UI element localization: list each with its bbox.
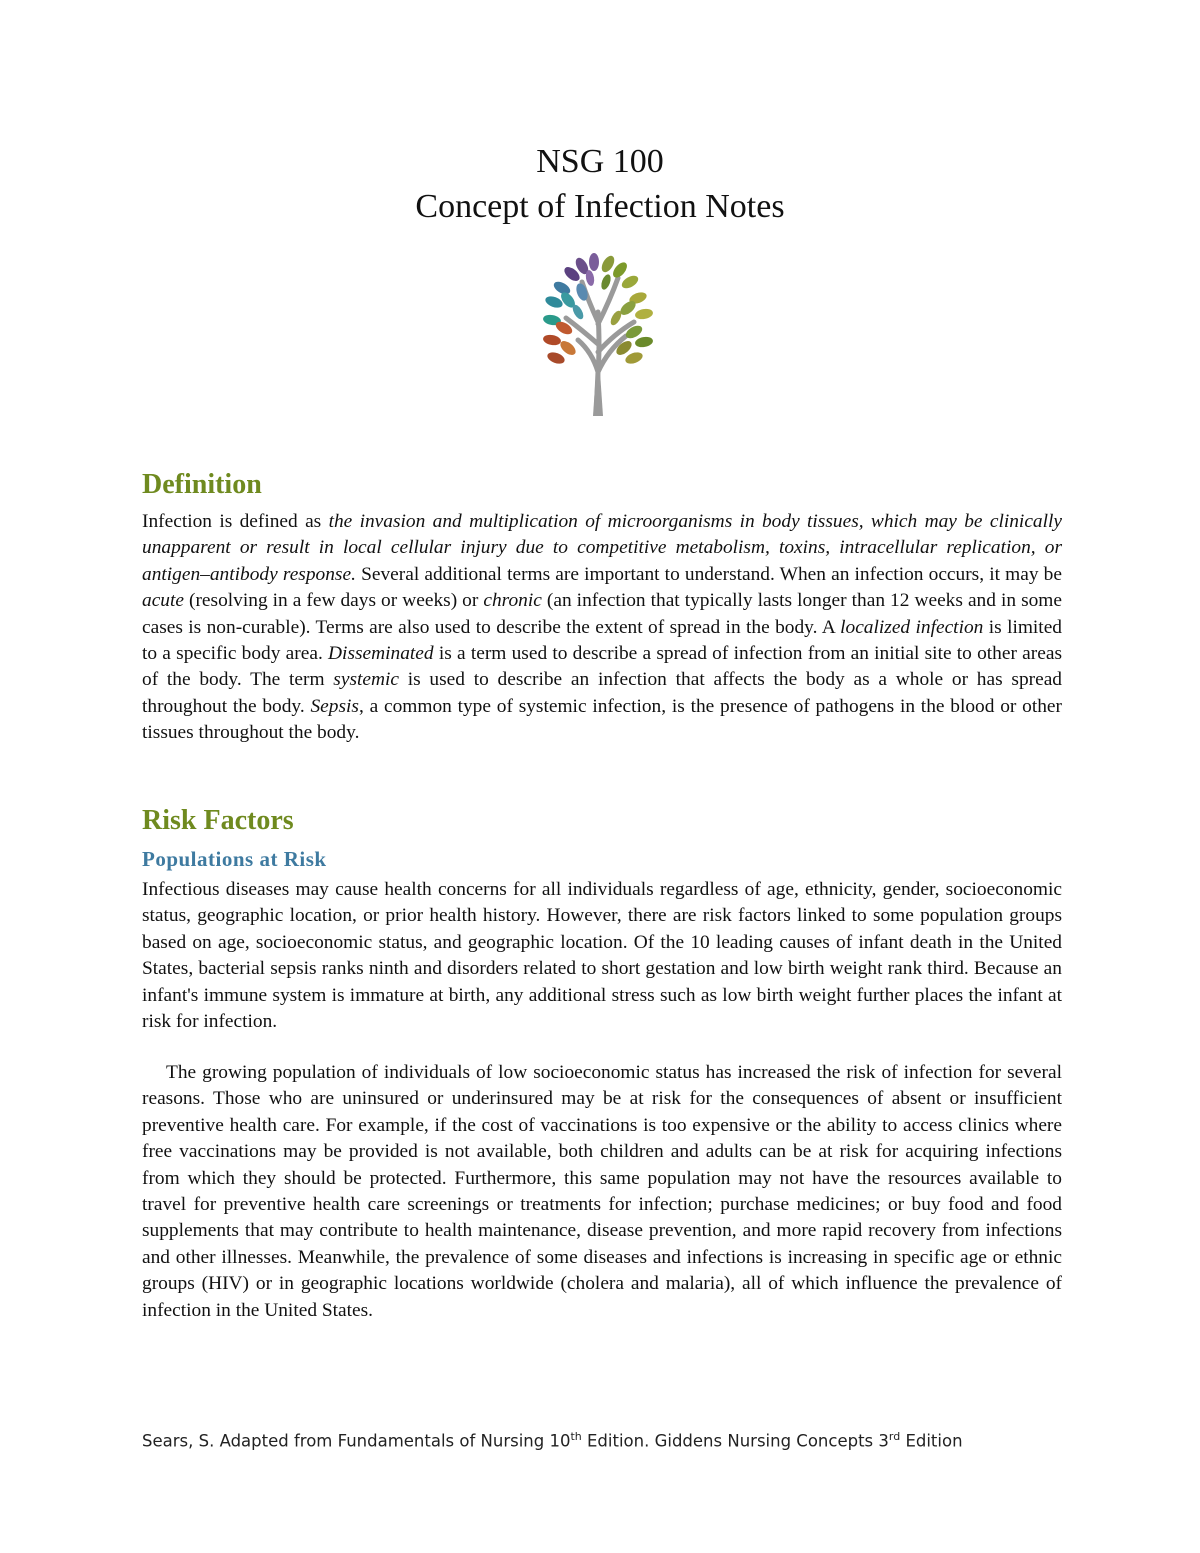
definition-body [142,509,1062,747]
course-code: NSG 100 [536,143,664,180]
populations-paragraph-1: Infectious diseases may cause health concerns for all individuals regardless of age, ethnicity, gender, socioeconomic status, geographic location, or prior health history. However, there are risk factors linked to some population groups based on age, socioeconomic status, and geographic location. Of the 10 leading causes of infant death in the United States, bacterial sepsis ranks ninth and disorders related to short gestation and low birth weight rank third. Because an infant's immune system is immature at birth, any additional stress such as low birth weight further places the infant at risk for infection. [142,879,1062,1033]
definition-paragraph: Infection is defined as the invasion and multiplication of microorganisms in body tissues, which may be clinically unapparent or result in local cellular injury due to competitive metabolism, toxins, intracellular replication, or antigen–antibody response. Several additional terms are important to understand. When an infection occurs, it may be acute (resolving in a few days or weeks) or chronic (an infection that typically lasts longer than 12 weeks and in some cases is non-curable). Terms are also used to describe the extent of spread in the body. A localized infection is limited to a specific body area. Disseminated is a term used to describe a spread of infection from an initial site to other areas of the body. The term systemic is used to describe an infection that affects the body as a whole or has spread throughout the body. Sepsis, a common type of systemic infection, is the presence of pathogens in the blood or other tissues throughout the body. [142,511,1063,744]
tree-logo-icon [538,252,662,416]
populations-paragraph-2: The growing population of individuals of low socioeconomic status has increased the risk of infection for several reasons. Those who are uninsured or underinsured may be at risk for the consequences of absent or insufficient preventive health care. For example, if the cost of vaccinations is too expensive or the ability to access clinics where free vaccinations may be provided is not available, both children and adults can be at risk for acquiring infections from which they should be protected. Furthermore, this same population may not have the resources available to travel for preventive health care screenings or treatments for infection; purchase medicines; or buy food and food supplements that may contribute to health maintenance, disease prevention, and more rapid recovery from infections and other illnesses. Meanwhile, the prevalence of some diseases and infections is increasing in specific age or ethnic groups (HIV) or in geographic locations worldwide (cholera and malaria), all of which influence the prevalence of infection in the United States. [142,1062,1062,1321]
risk-factors-heading: Risk Factors [142,805,294,836]
populations-paragraph-2-wrap [142,1060,1062,1324]
populations-heading-wrap [142,845,1062,873]
populations-at-risk-heading: Populations at Risk [142,847,327,871]
footer-citation: Sears, S. Adapted from Fundamentals of Nursing 10th Edition. Giddens Nursing Concepts 3rd Edition [142,1430,963,1451]
definition-heading: Definition [142,469,262,500]
definition-section [142,468,1062,502]
page-title: Concept of Infection Notes [415,188,785,225]
populations-paragraph-1-wrap [142,877,1062,1035]
title-block [0,140,1200,230]
risk-factors-section [142,804,1062,838]
